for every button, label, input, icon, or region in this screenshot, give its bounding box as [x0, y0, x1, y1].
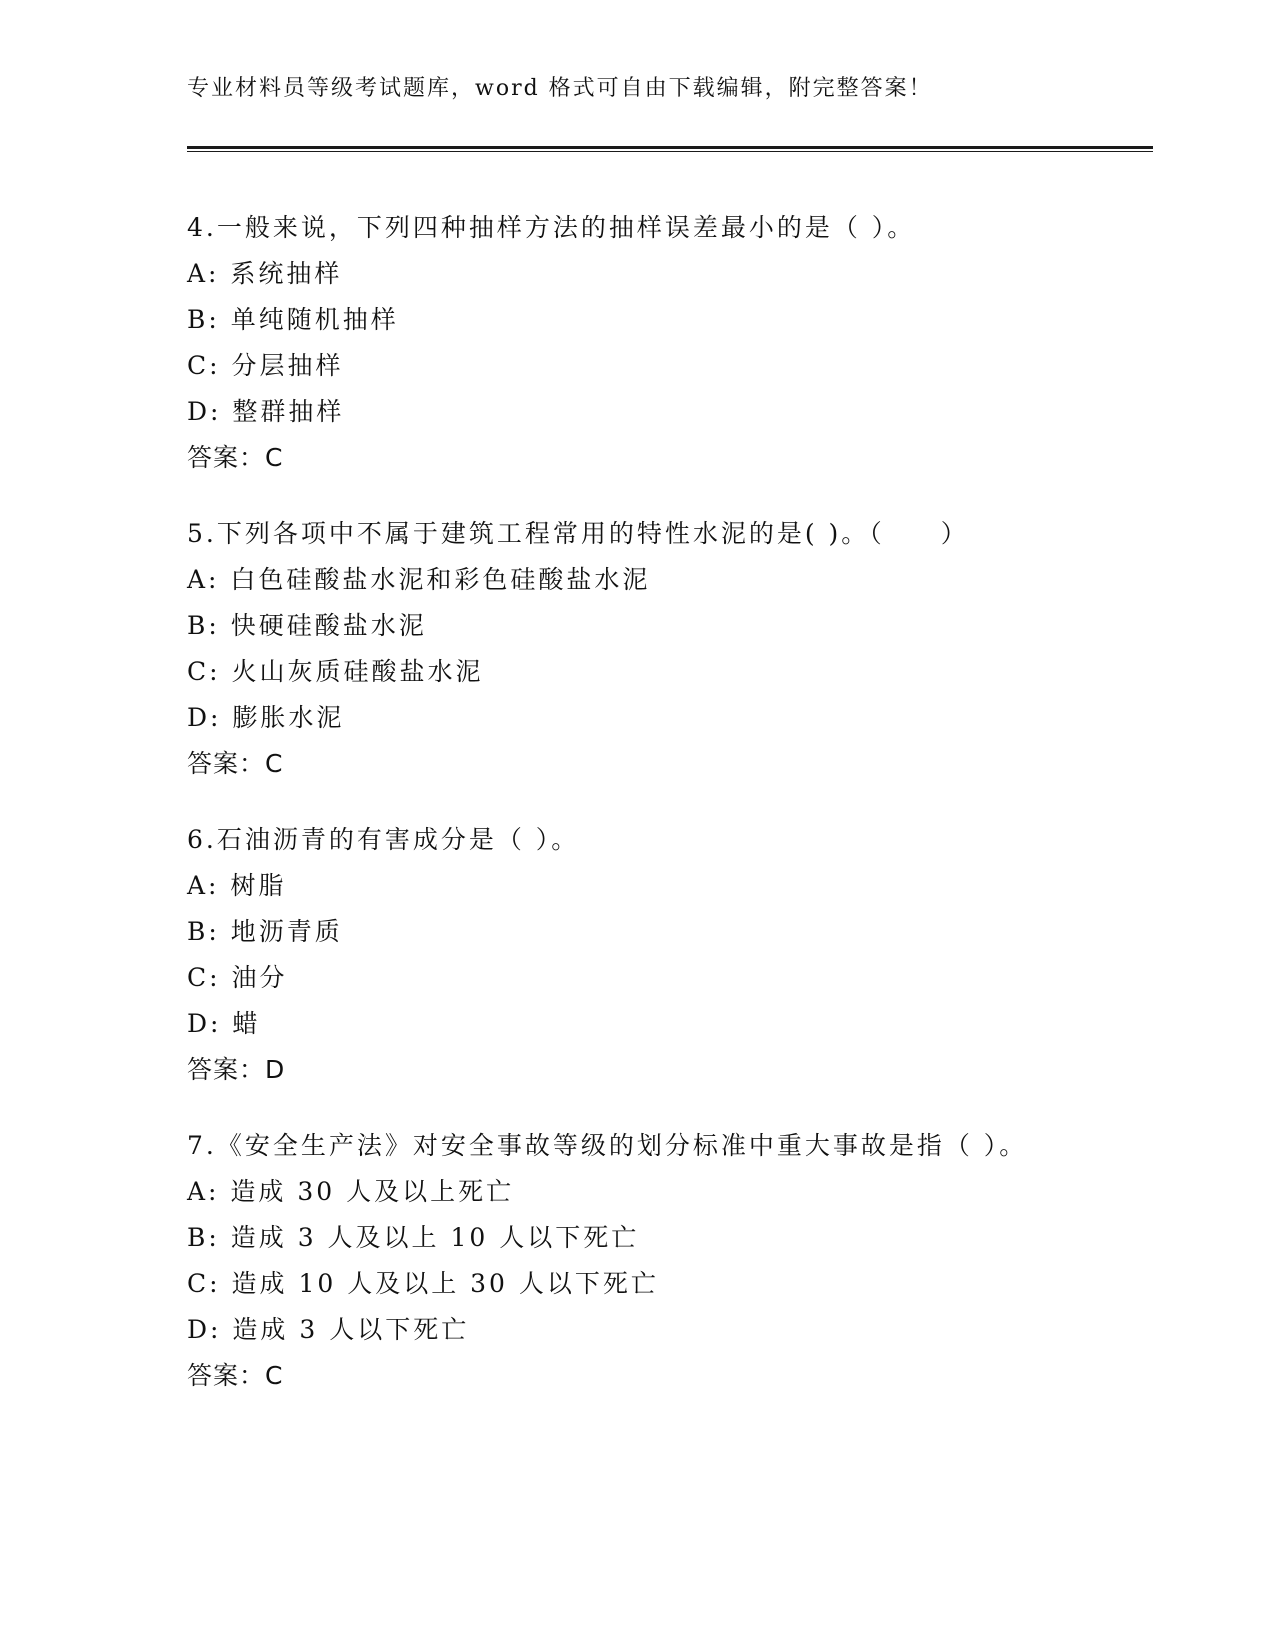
question-6: [187, 817, 1153, 1093]
option-a: A: 系统抽样: [187, 259, 343, 288]
option-c: C: 分层抽样: [187, 351, 344, 380]
answer: 答案：C: [187, 749, 284, 778]
question-stem: 7.《安全生产法》对安全事故等级的划分标准中重大事故是指（ ）。: [187, 1131, 1028, 1160]
option-d: D: 膨胀水泥: [187, 703, 345, 732]
option-c: C: 造成 10 人及以上 30 人以下死亡: [187, 1269, 659, 1298]
option-c: C: 火山灰质硅酸盐水泥: [187, 657, 484, 686]
option-d: D: 蜡: [187, 1009, 261, 1038]
option-b: B: 造成 3 人及以上 10 人以下死亡: [187, 1223, 640, 1252]
option-a: A: 白色硅酸盐水泥和彩色硅酸盐水泥: [187, 565, 651, 594]
question-7: [187, 1123, 1153, 1399]
option-d: D: 整群抽样: [187, 397, 345, 426]
option-d: D: 造成 3 人以下死亡: [187, 1315, 470, 1344]
answer: 答案：D: [187, 1055, 286, 1084]
page-header: 专业材料员等级考试题库，word 格式可自由下载编辑，附完整答案！: [187, 76, 933, 101]
option-b: B: 单纯随机抽样: [187, 305, 399, 334]
question-stem: 6.石油沥青的有害成分是（ ）。: [187, 825, 580, 854]
question-stem: 4.一般来说，下列四种抽样方法的抽样误差最小的是（ ）。: [187, 213, 916, 242]
option-b: B: 快硬硅酸盐水泥: [187, 611, 427, 640]
option-c: C: 油分: [187, 963, 288, 992]
option-b: B: 地沥青质: [187, 917, 343, 946]
answer: 答案：C: [187, 443, 284, 472]
header-divider-thin: [187, 151, 1153, 152]
answer: 答案：C: [187, 1361, 284, 1390]
question-5: [187, 511, 1153, 787]
header-divider: [187, 146, 1153, 149]
question-list: [187, 205, 1153, 1429]
option-a: A: 造成 30 人及以上死亡: [187, 1177, 515, 1206]
option-a: A: 树脂: [187, 871, 287, 900]
question-stem: 5.下列各项中不属于建筑工程常用的特性水泥的是( )。（ ）: [187, 519, 969, 548]
question-4: [187, 205, 1153, 481]
